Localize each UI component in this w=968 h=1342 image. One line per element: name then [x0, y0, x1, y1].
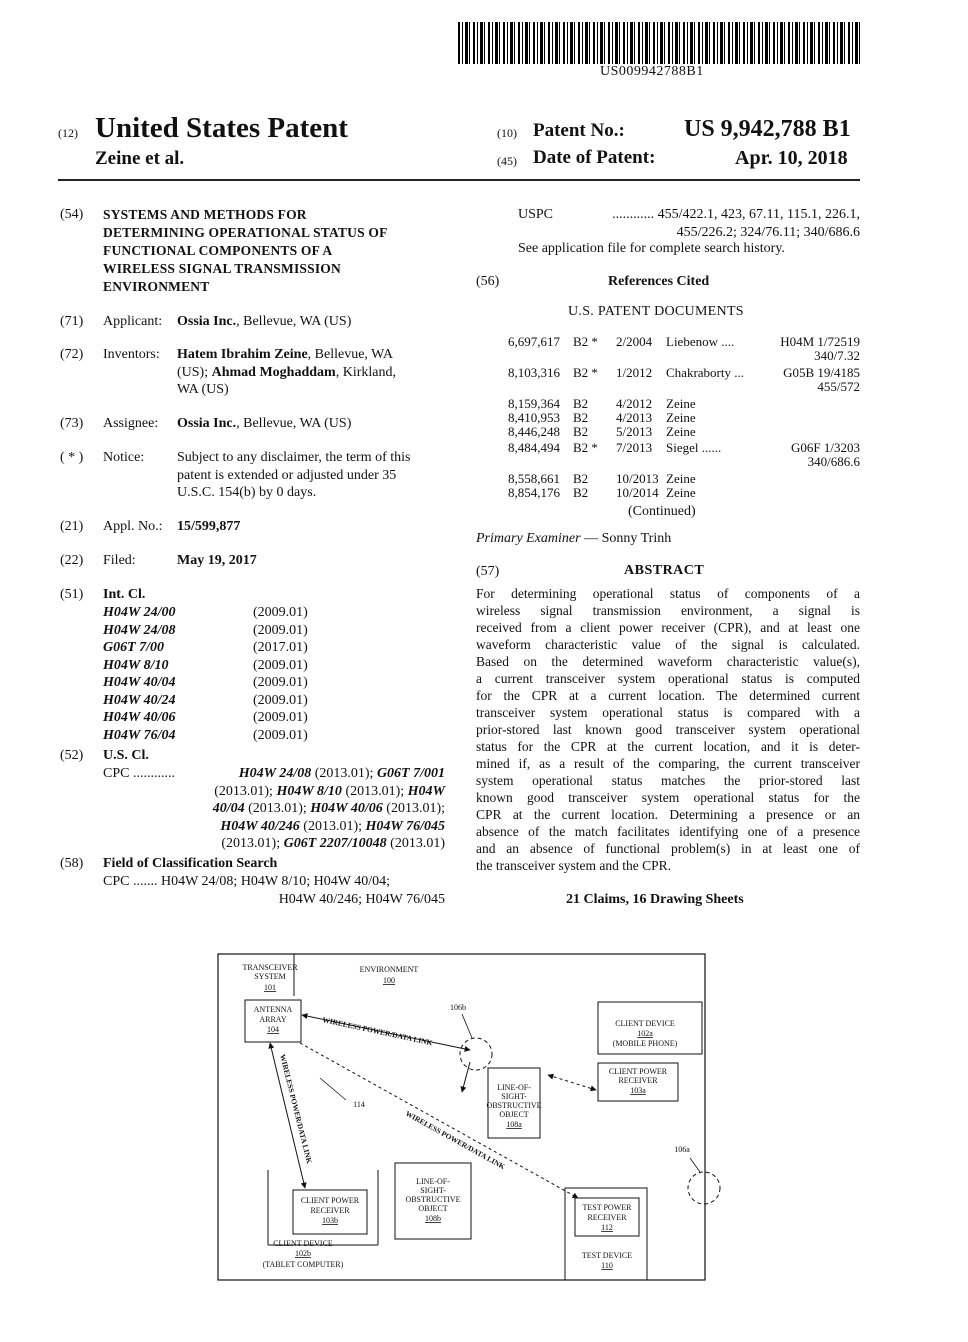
intcl-row: H04W 8/10 (2009.01) [103, 657, 308, 673]
label-los-b-4: OBJECT [418, 1204, 448, 1213]
ref-date: 10/2013 [616, 471, 659, 486]
label-antenna-2: ARRAY [259, 1015, 287, 1024]
filed-date: May 19, 2017 [177, 553, 257, 568]
code-12: (12) [58, 126, 78, 140]
continued-note: (Continued) [628, 504, 696, 519]
invention-title: SYSTEMS AND METHODS FOR DETERMINING OPERATIONAL STATUS OF FUNCTIONAL COMPONENTS OF A WIRELESS SIGNAL TRANSMISSION ENVIRONMENT [103, 207, 388, 294]
label-106b: 106b [450, 1003, 466, 1012]
location-106a [688, 1172, 720, 1204]
intcl-row: H04W 40/24 (2009.01) [103, 692, 308, 708]
label-environment-ref: 100 [383, 976, 395, 985]
label-los-a: LINE-OF- [497, 1083, 531, 1092]
ref-kind: B2 [573, 410, 589, 425]
ref-number: 8,410,953 [508, 410, 560, 425]
ref-number: 6,697,617 [508, 334, 560, 349]
link-cpr-a [548, 1075, 596, 1090]
ref-name: Zeine [666, 485, 696, 500]
code-58: (58) [60, 856, 84, 871]
intcl-row: G06T 7/00 (2017.01) [103, 640, 308, 655]
ref-kind: B2 [573, 396, 589, 411]
label-cpr-a: CLIENT POWER [608, 1067, 668, 1076]
ref-name: Zeine [666, 396, 696, 411]
inventors-short: Zeine et al. [95, 148, 185, 169]
intcl-row: H04W 24/08 (2009.01) [103, 622, 308, 638]
intcl-row: H04W 76/04 (2009.01) [103, 727, 308, 743]
label-link-top: WIRELESS POWER/DATA LINK [321, 1015, 434, 1048]
label-client-device-b: CLIENT DEVICE [273, 1239, 333, 1248]
ref-number: 8,484,494 [508, 440, 560, 455]
code-57: (57) [476, 564, 500, 579]
primary-examiner: Primary Examiner — Sonny Trinh [476, 531, 672, 546]
appl-label: Appl. No.: [103, 519, 163, 534]
ref-name: Zeine [666, 471, 696, 486]
label-los-a-3: OBSTRUCTIVE [486, 1101, 542, 1110]
label-test-power-receiver: TEST POWER [582, 1203, 632, 1212]
ref-date: 5/2013 [616, 424, 653, 439]
label-antenna-ref: 104 [267, 1025, 279, 1034]
label-client-device-a: CLIENT DEVICE [615, 1019, 675, 1028]
ref-number: 8,446,248 [508, 424, 560, 439]
label-link-left: WIRELESS POWER/DATA LINK [278, 1053, 314, 1165]
field-search-cpc: CPC ....... H04W 24/08; H04W 8/10; H04W 40/04; H04W 40/246; H04W 76/045 [103, 874, 445, 907]
label-cpr-a-ref: 103a [630, 1086, 646, 1095]
label-cpr-a-2: RECEIVER [618, 1076, 658, 1085]
ref-kind: B2 [573, 485, 589, 500]
claims-sheets: 21 Claims, 16 Drawing Sheets [566, 892, 744, 907]
label-test-power-receiver-ref: 112 [601, 1223, 613, 1232]
code-21: (21) [60, 519, 84, 534]
ref-date: 2/2004 [616, 334, 653, 349]
date-label: Date of Patent: [533, 147, 656, 168]
ref-kind: B2 * [573, 334, 598, 349]
ref-number: 8,103,316 [508, 365, 560, 380]
label-los-b: LINE-OF- [416, 1177, 450, 1186]
code-45: (45) [497, 154, 517, 168]
label-test-device-ref: 110 [601, 1261, 613, 1270]
ref-kind: B2 [573, 471, 589, 486]
field-search-label: Field of Classification Search [103, 856, 278, 871]
barcode-number: US009942788B1 [600, 64, 704, 79]
code-54: (54) [60, 207, 84, 222]
code-51: (51) [60, 587, 84, 602]
patent-no-label: Patent No.: [533, 120, 625, 141]
label-cpr-b-2: RECEIVER [310, 1206, 350, 1215]
code-10: (10) [497, 126, 517, 140]
ref-class: G06F 1/3203 [791, 440, 860, 455]
cpc-classes: H04W 24/08 (2013.01); G06T 7/001 (2013.01); H04W 8/10 (2013.01); H04W 40/04 (2013.01); H04W 40/06 (2013.01); H04W 40/246 (2013.01); H04W 76/045 (2013.01); G06T 2207/10048 (2013.01) [212, 766, 445, 851]
ref-class: H04M 1/72519 [780, 334, 860, 349]
ref-kind: B2 [573, 424, 589, 439]
code-notice: ( * ) [60, 450, 84, 465]
label-los-b-ref: 108b [425, 1214, 441, 1223]
label-cpr-b: CLIENT POWER [300, 1196, 360, 1205]
ref-name: Siegel ...... [666, 440, 722, 455]
ref-date: 7/2013 [616, 440, 653, 455]
uscl-label: U.S. Cl. [103, 748, 149, 763]
label-antenna: ANTENNA [253, 1005, 293, 1014]
ref-number: 8,854,176 [508, 485, 560, 500]
ref-date: 1/2012 [616, 365, 653, 380]
label-link-diagonal: WIRELESS POWER/DATA LINK [404, 1108, 507, 1172]
code-72: (72) [60, 347, 84, 362]
ref-number: 8,159,364 [508, 396, 560, 411]
location-106b [460, 1038, 492, 1070]
ref-class-2: 340/7.32 [814, 348, 860, 363]
label-los-a-ref: 108a [506, 1120, 522, 1129]
ref-name: Liebenow .... [666, 334, 735, 349]
inventors-label: Inventors: [103, 347, 160, 362]
ref-class-2: 455/572 [817, 379, 860, 394]
intcl-row: H04W 40/06 (2009.01) [103, 710, 308, 725]
label-client-device-b-type: (TABLET COMPUTER) [262, 1260, 344, 1269]
label-106a: 106a [674, 1145, 690, 1154]
applicant: Ossia Inc., Bellevue, WA (US) [177, 314, 352, 329]
code-73: (73) [60, 416, 84, 431]
ref-class-2: 340/686.6 [807, 454, 860, 469]
label-environment: ENVIRONMENT [359, 965, 419, 974]
label-test-device: TEST DEVICE [581, 1251, 633, 1260]
cpc-label: CPC ............ [103, 766, 175, 781]
intcl-row: H04W 40/04 (2009.01) [103, 675, 308, 690]
uspc-classes: ............ 455/422.1, 423, 67.11, 115.1, 226.1, 455/226.2; 324/76.11; 340/686.6 [612, 207, 860, 240]
ref-date: 4/2012 [616, 396, 653, 411]
code-22: (22) [60, 553, 84, 568]
ref-name: Zeine [666, 424, 696, 439]
label-los-b-3: OBSTRUCTIVE [405, 1195, 461, 1204]
intcl-row: H04W 24/00 (2009.01) [103, 605, 308, 620]
search-history: See application file for complete search history. [518, 241, 785, 256]
uspc-label: USPC [518, 207, 554, 222]
appl-number: 15/599,877 [177, 519, 241, 534]
ref-number: 8,558,661 [508, 471, 560, 486]
label-client-device-a-ref: 102a [637, 1029, 653, 1038]
code-56: (56) [476, 274, 500, 289]
label-transceiver: TRANSCEIVER [242, 963, 298, 972]
ref-date: 4/2013 [616, 410, 653, 425]
references-label: References Cited [608, 274, 710, 289]
abstract-heading: ABSTRACT [624, 563, 705, 578]
patent-title-header: United States Patent [95, 112, 348, 144]
label-114: 114 [353, 1100, 365, 1109]
label-test-power-receiver-2: RECEIVER [587, 1213, 627, 1222]
ref-name: Chakraborty ... [666, 365, 744, 380]
ref-class: G05B 19/4185 [783, 365, 860, 380]
notice-label: Notice: [103, 450, 145, 465]
label-transceiver-ref: 101 [264, 983, 276, 992]
assignee-label: Assignee: [103, 416, 159, 431]
link-to-test-device [300, 1043, 578, 1198]
code-52: (52) [60, 748, 84, 763]
abstract-text: For determining operational status of components of a wireless signal transmission environment, a signal is received from a client power receiver (CPR), and at least one waveform characteristic value of the signal is calculated. Based on the determined waveform characteristic value(s), a current transceiver system operational status is computed for the CPR at a current location. The determined current transceiver system operational status is compared with a prior-stored last known good transceiver system operational status for the CPR at the current location, and it is deter- mined if, as a result of the comparing, the current transceiver system operational status matches the prior-stored last known good transceiver system operational status for the CPR at the current location. Determining a presence or an absence of the match facilitates identifying one of a presence and an absence of functional problem(s) in at least one of the transceiver system and the CPR. [476, 586, 860, 873]
applicant-label: Applicant: [103, 314, 163, 329]
assignee: Ossia Inc., Bellevue, WA (US) [177, 416, 352, 431]
code-71: (71) [60, 314, 84, 329]
label-client-device-b-ref: 102b [295, 1249, 311, 1258]
patent-date: Apr. 10, 2018 [735, 147, 848, 169]
notice-text: Subject to any disclaimer, the term of this patent is extended or adjusted under 35 U.S.C. 154(b) by 0 days. [177, 450, 411, 500]
ref-kind: B2 * [573, 440, 598, 455]
ref-kind: B2 * [573, 365, 598, 380]
patent-number: US 9,942,788 B1 [684, 116, 851, 142]
filed-label: Filed: [103, 553, 136, 568]
label-client-device-a-type: (MOBILE PHONE) [612, 1039, 678, 1048]
label-cpr-b-ref: 103b [322, 1216, 338, 1225]
label-los-b-2: SIGHT- [420, 1186, 446, 1195]
ref-date: 10/2014 [616, 485, 659, 500]
label-los-a-4: OBJECT [499, 1110, 529, 1119]
intcl-label: Int. Cl. [103, 587, 146, 602]
label-transceiver-2: SYSTEM [254, 972, 286, 981]
label-los-a-2: SIGHT- [501, 1092, 527, 1101]
us-docs-label: U.S. PATENT DOCUMENTS [568, 304, 744, 319]
ref-name: Zeine [666, 410, 696, 425]
inventors: Hatem Ibrahim Zeine, Bellevue, WA (US); Ahmad Moghaddam, Kirkland, WA (US) [177, 347, 396, 397]
